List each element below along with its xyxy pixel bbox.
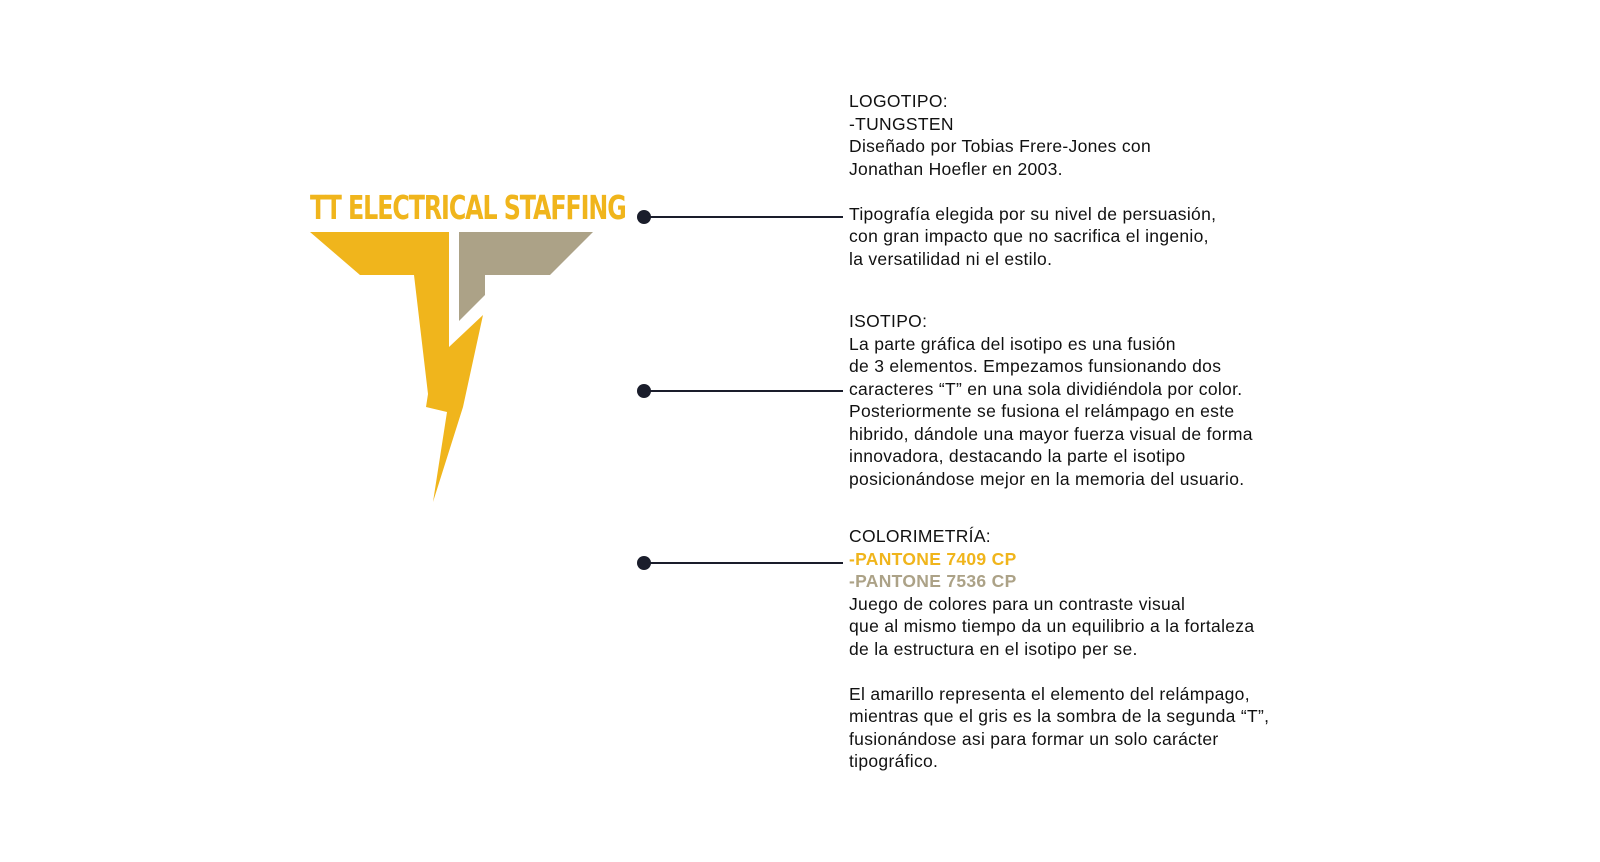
font-credit-line: Jonathan Hoefler en 2003.: [849, 158, 1063, 179]
logo-wordmark: TT ELECTRICAL STAFFING: [310, 188, 626, 227]
pantone-grey-label: -PANTONE 7536 CP: [849, 571, 1017, 591]
body-line: Posteriormente se fusiona el relámpago en este: [849, 401, 1235, 421]
body-line: de 3 elementos. Empezamos funsionando dos: [849, 356, 1222, 376]
body-line: tipográfico.: [849, 751, 939, 771]
body-line: hibrido, dándole una mayor fuerza visual de forma: [849, 423, 1253, 444]
body-line: El amarillo representa el elemento del relámpago,: [849, 683, 1250, 704]
font-name: -TUNGSTEN: [849, 113, 954, 134]
body-line: Tipografía elegida por su nivel de persuasión,: [849, 203, 1217, 224]
body-line: que al mismo tiempo da un equilibrio a la fortaleza: [849, 616, 1255, 636]
font-credit-line: Diseñado por Tobias Frere-Jones con: [849, 136, 1152, 156]
connector-dot: [637, 556, 651, 570]
isotipo-section: [849, 310, 1549, 490]
connector-isotipo: [644, 390, 843, 392]
body-line: mientras que el gris es la sombra de la segunda “T”,: [849, 706, 1270, 726]
pantone-yellow-label: -PANTONE 7409 CP: [849, 548, 1017, 569]
body-line: de la estructura en el isotipo per se.: [849, 638, 1138, 659]
body-line: La parte gráfica del isotipo es una fusión: [849, 333, 1176, 354]
logotipo-section: [849, 90, 1549, 270]
section-heading: ISOTIPO:: [849, 311, 928, 331]
body-line: posicionándose mejor en la memoria del usuario.: [849, 468, 1245, 489]
body-line: fusionándose asi para formar un solo carácter: [849, 728, 1219, 749]
connector-dot: [637, 384, 651, 398]
section-heading: LOGOTIPO:: [849, 91, 948, 111]
connector-dot: [637, 210, 651, 224]
section-heading: COLORIMETRÍA:: [849, 526, 991, 546]
body-line: con gran impacto que no sacrifica el ingenio,: [849, 226, 1209, 246]
connector-logotipo: [644, 216, 843, 218]
body-line: innovadora, destacando la parte el isotipo: [849, 446, 1186, 466]
body-line: caracteres “T” en una sola dividiéndola por color.: [849, 378, 1243, 399]
colorimetria-section: [849, 525, 1549, 773]
body-line: Juego de colores para un contraste visual: [849, 593, 1186, 614]
yellow-t-lightning-shape: [310, 232, 483, 502]
connector-colorimetria: [644, 562, 843, 564]
body-line: la versatilidad ni el estilo.: [849, 248, 1053, 269]
grey-t-shape: [459, 232, 593, 321]
tt-lightning-isotype-icon: [310, 232, 593, 546]
